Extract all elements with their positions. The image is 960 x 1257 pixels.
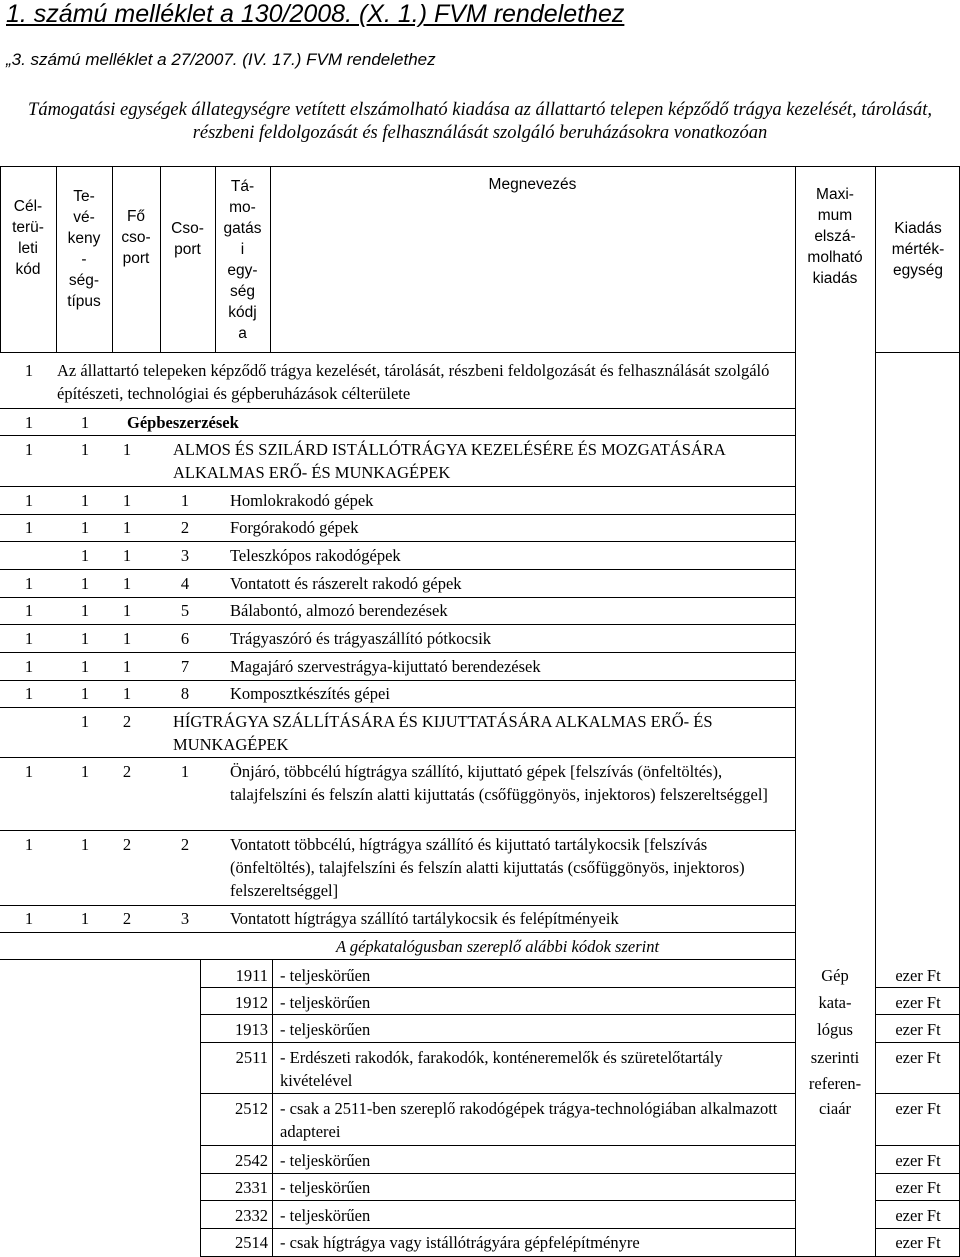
row-description: Vontatott és rászerelt rakodó gépek <box>230 574 462 593</box>
row-code: 1 <box>80 601 90 620</box>
row-code: 1 <box>24 491 34 510</box>
row-code: 1 <box>80 518 90 537</box>
row-code: 1 <box>80 657 90 676</box>
catalog-unit: ezer Ft <box>895 1233 941 1252</box>
row-code: 2 <box>122 909 132 928</box>
row-description: Komposztkészítés gépei <box>230 684 390 703</box>
row-code: 1 <box>122 601 132 620</box>
catalog-code: 2542 <box>235 1151 268 1170</box>
row-code: 1 <box>24 629 34 648</box>
row-code: 1 <box>122 657 132 676</box>
row-code: 1 <box>24 684 34 703</box>
catalog-description: - teljeskörűen <box>280 993 371 1012</box>
row-description: Gépbeszerzések <box>127 413 239 432</box>
row-code: 7 <box>180 657 190 676</box>
row-code: 1 <box>122 491 132 510</box>
catalog-code: 2512 <box>235 1099 268 1118</box>
header-target-area-code: Cél- terü- leti kód <box>12 198 44 278</box>
row-code: 1 <box>24 361 34 380</box>
max-cost-word: referen- <box>808 1074 862 1093</box>
catalog-code: 2332 <box>235 1206 268 1225</box>
header-main-group: Fő cso- port <box>121 208 151 267</box>
row-description: Teleszkópos rakodógépek <box>230 546 401 565</box>
row-code: 2 <box>180 518 190 537</box>
catalog-unit: ezer Ft <box>895 1151 941 1170</box>
max-cost-word: lógus <box>817 1020 853 1039</box>
row-code: 1 <box>24 413 34 432</box>
row-code: 1 <box>80 413 90 432</box>
catalog-description: - teljeskörűen <box>280 1178 371 1197</box>
catalog-unit: ezer Ft <box>895 1206 941 1225</box>
catalog-unit: ezer Ft <box>895 966 941 985</box>
row-description: Homlokrakodó gépek <box>230 491 374 510</box>
row-description: Bálabontó, almozó berendezések <box>230 601 448 620</box>
catalog-description: - teljeskörűen <box>280 1151 371 1170</box>
row-code: 1 <box>24 440 34 459</box>
row-code: 1 <box>24 909 34 928</box>
header-cost-unit: Kiadás mérték- egység <box>891 220 945 279</box>
header-group: Cso- port <box>171 220 204 258</box>
catalog-description: - csak a 2511-ben szereplő rakodógépek trágya-technológiában alkalmazott adapterei <box>280 1099 778 1141</box>
catalog-description: - teljeskörűen <box>280 1020 371 1039</box>
document-subtitle: „3. számú melléklet a 27/2007. (IV. 17.) FVM rendelethez <box>6 50 436 69</box>
row-description: Vontatott többcélú, hígtrágya szállító és kijuttató tartálykocsik [felszívás (önfeltöltés), talajfelszíni és felszín alatti kijuttatás (csőfüggönyös, injektoros) felszereltséggel] <box>230 835 745 900</box>
catalog-note: A gépkatalógusban szereplő alábbi kódok szerint <box>335 937 660 956</box>
row-description: HÍGTRÁGYA SZÁLLÍTÁSÁRA ÉS KIJUTTATÁSÁRA ALKALMAS ERŐ- ÉS MUNKAGÉPEK <box>173 712 713 754</box>
row-code: 1 <box>122 629 132 648</box>
max-cost-word: kata- <box>818 993 852 1012</box>
row-description: Önjáró, többcélú hígtrágya szállító, kijuttató gépek [felszívás (önfeltöltés), talajfelszíni és felszín alatti kijuttatás (csőfüggönyös, injektoros) felszereltséggel] <box>230 762 768 804</box>
row-code: 1 <box>24 601 34 620</box>
header-max-cost: Maxi- mum elszá- molható kiadás <box>807 186 863 287</box>
catalog-unit: ezer Ft <box>895 1178 941 1197</box>
row-code: 2 <box>122 835 132 854</box>
catalog-code: 1911 <box>235 966 268 985</box>
row-code: 1 <box>24 518 34 537</box>
row-description: ALMOS ÉS SZILÁRD ISTÁLLÓTRÁGYA KEZELÉSÉRE ÉS MOZGATÁSÁRA ALKALMAS ERŐ- ÉS MUNKAGÉPEK <box>173 440 725 482</box>
row-code: 1 <box>80 546 90 565</box>
catalog-unit: ezer Ft <box>895 1020 941 1039</box>
document-title: 1. számú melléklet a 130/2008. (X. 1.) FVM rendelethez <box>6 0 625 28</box>
row-code: 1 <box>80 574 90 593</box>
row-description: Magajáró szervestrágya-kijuttató berendezések <box>230 657 541 676</box>
row-code: 1 <box>80 909 90 928</box>
row-description: Vontatott hígtrágya szállító tartálykocsik és felépítményeik <box>230 909 619 928</box>
catalog-unit: ezer Ft <box>895 1048 941 1067</box>
row-code: 2 <box>122 762 132 781</box>
row-code: 1 <box>180 762 190 781</box>
row-code: 1 <box>80 712 90 731</box>
max-cost-word: szerinti <box>810 1048 860 1067</box>
row-description: Forgórakodó gépek <box>230 518 359 537</box>
header-activity-type: Te- vé- keny - ség- típus <box>67 188 101 310</box>
row-code: 1 <box>80 684 90 703</box>
table-heading: Támogatási egységek állategységre vetített elszámolható kiadása az állattartó telepen képződő trágya kezelését, tárolását, részbeni feldolgozását és felhasználását szolgáló beruházásokra vonatkozóan <box>28 100 932 143</box>
catalog-code: 2331 <box>235 1178 268 1197</box>
row-description: Az állattartó telepeken képződő trágya kezelését, tárolását, részbeni feldolgozását és felhasználását szolgáló építészeti, technológiai és gépberuházások célterülete <box>57 361 770 403</box>
catalog-description: - teljeskörűen <box>280 966 371 985</box>
max-cost-word: Gép <box>821 966 849 985</box>
row-code: 1 <box>122 518 132 537</box>
catalog-description: - csak hígtrágya vagy istállótrágyára gépfelépítményre <box>280 1233 640 1252</box>
header-support-unit-code: Tá- mo- gatás i egy- ség kódj a <box>223 178 262 342</box>
row-code: 1 <box>80 491 90 510</box>
catalog-code: 2511 <box>235 1048 268 1067</box>
catalog-description: - teljeskörűen <box>280 1206 371 1225</box>
max-cost-word: ciaár <box>818 1099 852 1118</box>
row-code: 4 <box>180 574 190 593</box>
row-code: 1 <box>122 684 132 703</box>
row-code: 1 <box>24 835 34 854</box>
row-code: 1 <box>80 835 90 854</box>
row-code: 1 <box>122 546 132 565</box>
row-code: 1 <box>80 440 90 459</box>
catalog-unit: ezer Ft <box>895 1099 941 1118</box>
row-code: 1 <box>180 491 190 510</box>
catalog-code: 2514 <box>235 1233 268 1252</box>
row-description: Trágyaszóró és trágyaszállító pótkocsik <box>230 629 492 648</box>
row-code: 2 <box>180 835 190 854</box>
row-code: 2 <box>122 712 132 731</box>
row-code: 1 <box>122 574 132 593</box>
row-code: 3 <box>180 909 190 928</box>
row-code: 1 <box>80 629 90 648</box>
row-code: 1 <box>24 574 34 593</box>
row-code: 8 <box>180 684 190 703</box>
catalog-code: 1913 <box>235 1020 268 1039</box>
row-code: 1 <box>80 762 90 781</box>
catalog-description: - Erdészeti rakodók, farakodók, konténeremelők és szüretelőtartály kivételével <box>280 1048 723 1090</box>
row-code: 6 <box>180 629 190 648</box>
header-name: Megnevezés <box>488 176 577 193</box>
catalog-code: 1912 <box>235 993 268 1012</box>
catalog-unit: ezer Ft <box>895 993 941 1012</box>
row-code: 5 <box>180 601 190 620</box>
row-code: 1 <box>122 440 132 459</box>
row-code: 1 <box>24 762 34 781</box>
row-code: 3 <box>180 546 190 565</box>
row-code: 1 <box>24 657 34 676</box>
